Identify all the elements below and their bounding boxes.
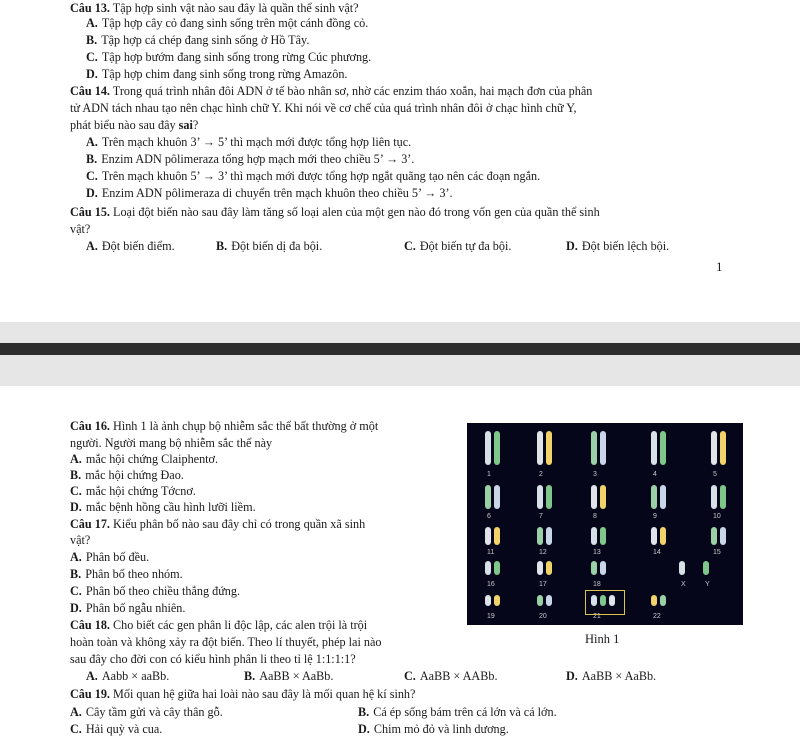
chromosome-number: 4 xyxy=(653,471,657,478)
chromosome xyxy=(546,595,552,606)
chromosome-number: Y xyxy=(705,581,710,588)
chromosome-number: 13 xyxy=(593,549,601,556)
chromosome xyxy=(660,527,666,545)
question-15-number: Câu 15. xyxy=(70,205,110,219)
q16-option-c: C. mắc hội chứng Tớcnơ. xyxy=(70,484,196,498)
chromosome-number: 17 xyxy=(539,581,547,588)
q14-option-d: D. Enzim ADN pôlimeraza di chuyển trên mạch khuôn theo chiều 5’ → 3’. xyxy=(86,186,453,200)
q13-option-b: B. Tập hợp cá chép đang sinh sống ở Hồ Tây. xyxy=(86,33,310,47)
chromosome xyxy=(494,527,500,545)
chromosome xyxy=(485,595,491,606)
chromosome-number: 19 xyxy=(487,613,495,620)
chromosome xyxy=(537,485,543,509)
chromosome xyxy=(537,431,543,465)
q13-option-c: C. Tập hợp bướm đang sinh sống trong rừng Cúc phương. xyxy=(86,50,372,64)
q18-option-c: C. AaBB × AABb. xyxy=(404,669,498,683)
chromosome xyxy=(660,485,666,509)
chromosome xyxy=(651,527,657,545)
chromosome-number: 21 xyxy=(593,613,601,620)
q16-option-a: A. mắc hội chứng Claiphentơ. xyxy=(70,452,219,466)
question-15-line-1: Câu 15. Loại đột biến nào sau đây làm tăng số loại alen của một gen nào đó trong vốn gen của quần thể sinh xyxy=(70,205,600,219)
chromosome xyxy=(494,595,500,606)
q18-option-a: A. Aabb × aaBb. xyxy=(86,669,170,683)
chromosome xyxy=(485,527,491,545)
question-13-text: Tập hợp sinh vật nào sau đây là quần thể sinh vật? xyxy=(112,1,359,15)
question-17-line-1: Câu 17. Kiểu phân bố nào sau đây chỉ có trong quần xã sinh xyxy=(70,517,366,531)
q13-option-d: D. Tập hợp chim đang sinh sống trong rừng Amazôn. xyxy=(86,67,348,81)
chromosome xyxy=(600,561,606,575)
q19-option-a: A. Cây tầm gửi và cây thân gỗ. xyxy=(70,705,223,719)
chromosome-number: 11 xyxy=(487,549,495,556)
question-14-number: Câu 14. xyxy=(70,84,110,98)
chromosome xyxy=(711,485,717,509)
karyotype-image xyxy=(467,423,743,625)
q19-option-d: D. Chim mỏ đỏ và linh dương. xyxy=(358,722,509,736)
chromosome xyxy=(711,527,717,545)
question-18-number: Câu 18. xyxy=(70,618,110,632)
q19-option-c: C. Hải quỳ và cua. xyxy=(70,722,163,736)
chromosome xyxy=(494,431,500,465)
chromosome xyxy=(600,431,606,465)
question-14-line-2: tử ADN tách nhau tạo nên chạc hình chữ Y. Khi nói về cơ chế của quá trình nhân đôi ở chạc hình chữ Y, xyxy=(70,101,577,115)
chromosome-number: 14 xyxy=(653,549,661,556)
chromosome-number: 5 xyxy=(713,471,717,478)
q17-option-a: A. Phân bố đều. xyxy=(70,550,150,564)
chromosome-number: 6 xyxy=(487,513,491,520)
chromosome xyxy=(720,485,726,509)
q14-option-a: A. Trên mạch khuôn 3’ → 5’ thì mạch mới được tổng hợp liên tục. xyxy=(86,135,412,149)
chromosome-number: 7 xyxy=(539,513,543,520)
chromosome xyxy=(703,561,709,575)
question-18-line-3: sau đây cho đời con có kiểu hình phân li theo tỉ lệ 1:1:1:1? xyxy=(70,652,356,666)
q15-option-c: C. Đột biến tự đa bội. xyxy=(404,239,512,253)
chromosome-number: 1 xyxy=(487,471,491,478)
chromosome xyxy=(485,431,491,465)
q15-option-b: B. Đột biến dị đa bội. xyxy=(216,239,323,253)
chromosome-number: 9 xyxy=(653,513,657,520)
chromosome xyxy=(660,595,666,606)
page-separator-band xyxy=(0,343,800,355)
trisomy-21-highlight xyxy=(585,590,625,615)
chromosome xyxy=(711,431,717,465)
q18-option-d: D. AaBB × AaBb. xyxy=(566,669,657,683)
chromosome-number: 18 xyxy=(593,581,601,588)
chromosome xyxy=(720,527,726,545)
chromosome xyxy=(651,485,657,509)
chromosome xyxy=(591,561,597,575)
chromosome xyxy=(494,561,500,575)
question-13 xyxy=(70,1,359,15)
figure-caption: Hình 1 xyxy=(585,632,620,646)
q18-option-b: B. AaBB × AaBb. xyxy=(244,669,334,683)
chromosome xyxy=(591,527,597,545)
page-separator xyxy=(0,322,800,386)
question-17-number: Câu 17. xyxy=(70,517,110,531)
chromosome xyxy=(485,485,491,509)
chromosome-number: 20 xyxy=(539,613,547,620)
chromosome-number: 15 xyxy=(713,549,721,556)
chromosome xyxy=(537,527,543,545)
q15-option-d: D. Đột biến lệch bội. xyxy=(566,239,670,253)
emphasis-word: sai xyxy=(178,118,193,132)
q14-option-c: C. Trên mạch khuôn 5’ → 3’ thì mạch mới được tổng hợp ngắt quãng tạo nên các đoạn ngắn. xyxy=(86,169,541,183)
chromosome-number: 16 xyxy=(487,581,495,588)
chromosome xyxy=(591,485,597,509)
chromosome-number: 8 xyxy=(593,513,597,520)
chromosome xyxy=(546,431,552,465)
question-18-line-2: hoàn toàn và không xảy ra đột biến. Theo lí thuyết, phép lai nào xyxy=(70,635,382,649)
chromosome-number: 22 xyxy=(653,613,661,620)
chromosome xyxy=(600,527,606,545)
chromosome xyxy=(651,431,657,465)
chromosome xyxy=(546,561,552,575)
chromosome xyxy=(679,561,685,575)
q13-option-a: A. Tập hợp cây cỏ đang sinh sống trên một cánh đồng cỏ. xyxy=(86,16,369,30)
question-14-line-3: phát biểu nào sau đây sai? xyxy=(70,118,199,132)
page-number: 1 xyxy=(716,259,723,274)
chromosome xyxy=(651,595,657,606)
chromosome xyxy=(591,431,597,465)
q17-option-d: D. Phân bố ngẫu nhiên. xyxy=(70,601,186,615)
chromosome xyxy=(485,561,491,575)
chromosome xyxy=(537,561,543,575)
chromosome xyxy=(720,431,726,465)
question-15-line-2: vật? xyxy=(70,222,91,236)
chromosome xyxy=(546,527,552,545)
chromosome xyxy=(600,485,606,509)
chromosome xyxy=(537,595,543,606)
chromosome xyxy=(546,485,552,509)
question-14-line-1: Câu 14. Trong quá trình nhân đôi ADN ở tế bào nhân sơ, nhờ các enzim tháo xoắn, hai mạch đơn của phân xyxy=(70,84,593,98)
question-19-number: Câu 19. xyxy=(70,687,110,701)
question-18-line-1: Câu 18. Cho biết các gen phân li độc lập, các alen trội là trội xyxy=(70,618,368,632)
question-17-line-2: vật? xyxy=(70,533,91,547)
q17-option-b: B. Phân bố theo nhóm. xyxy=(70,567,183,581)
chromosome-number: 10 xyxy=(713,513,721,520)
question-16-line-1: Câu 16. Hình 1 là ảnh chụp bộ nhiễm sắc thể bất thường ở một xyxy=(70,419,379,433)
question-16-number: Câu 16. xyxy=(70,419,110,433)
q17-option-c: C. Phân bố theo chiều thẳng đứng. xyxy=(70,584,241,598)
q15-option-a: A. Đột biến điểm. xyxy=(86,239,175,253)
chromosome-number: X xyxy=(681,581,686,588)
question-16-line-2: người. Người mang bộ nhiễm sắc thể này xyxy=(70,436,273,450)
chromosome-number: 3 xyxy=(593,471,597,478)
chromosome-number: 2 xyxy=(539,471,543,478)
q16-option-d: D. mắc bệnh hồng cầu hình lưỡi liềm. xyxy=(70,500,256,514)
chromosome-number: 12 xyxy=(539,549,547,556)
q16-option-b: B. mắc hội chứng Đao. xyxy=(70,468,184,482)
q19-option-b: B. Cá ép sống bám trên cá lớn và cá lớn. xyxy=(358,705,557,719)
exam-page-1 xyxy=(0,0,800,322)
chromosome xyxy=(494,485,500,509)
question-19: Câu 19. Mối quan hệ giữa hai loài nào sau đây là mối quan hệ kí sinh? xyxy=(70,687,416,701)
q14-option-b: B. Enzim ADN pôlimeraza tổng hợp mạch mới theo chiều 5’ → 3’. xyxy=(86,152,415,166)
question-13-number: Câu 13. xyxy=(70,1,110,15)
chromosome xyxy=(660,431,666,465)
